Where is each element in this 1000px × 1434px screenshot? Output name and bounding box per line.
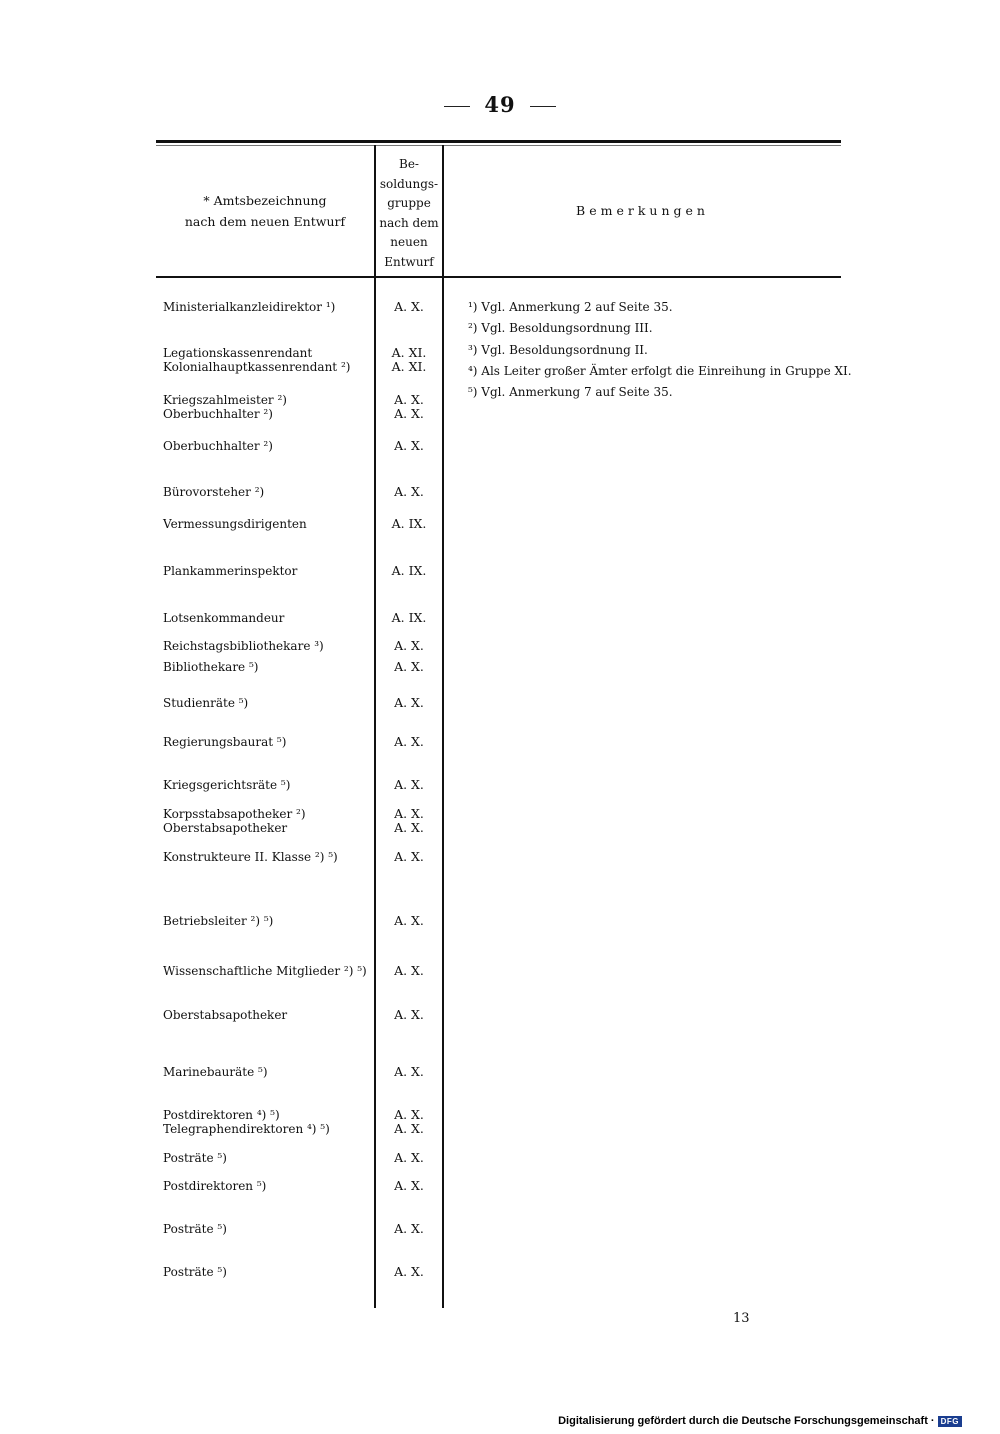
row-group: A. X.	[394, 1221, 424, 1236]
row-group: A. X.	[394, 1107, 424, 1122]
row-group: A. X.	[394, 638, 424, 653]
row-title: Lotsenkommandeur	[163, 611, 285, 625]
header-col2-line: Be-	[399, 157, 419, 171]
row-group: A. X.	[394, 820, 424, 835]
row-title: Konstrukteure II. Klasse ²) ⁵)	[163, 850, 338, 864]
header-col2-line: neuen	[390, 235, 428, 249]
footnote: ⁵) Vgl. Anmerkung 7 auf Seite 35.	[468, 385, 673, 399]
row-title: Ministerialkanzleidirektor ¹)	[163, 300, 336, 314]
dash-right	[530, 106, 556, 107]
row-title: Oberbuchhalter ²)	[163, 407, 273, 421]
footnote: ⁴) Als Leiter großer Ämter erfolgt die Einreihung in Gruppe XI.	[468, 364, 852, 378]
header-col2-line: gruppe	[387, 196, 431, 210]
row-title: Oberstabsapotheker	[163, 821, 288, 835]
row-group: A. XI.	[391, 345, 427, 360]
row-title: Bürovorsteher ²)	[163, 485, 265, 499]
footnote: ²) Vgl. Besoldungsordnung III.	[468, 321, 653, 335]
header-col2-line: soldungs-	[379, 176, 439, 191]
row-group: A. X.	[394, 695, 424, 710]
page-number-value: 49	[484, 92, 516, 117]
row-group: A. X.	[394, 1007, 424, 1022]
header-col1-line: nach dem neuen Entwurf	[184, 214, 346, 229]
row-title: Korpsstabsapotheker ²)	[163, 807, 306, 821]
row-title: Plankammerinspektor	[163, 564, 298, 578]
row-title: Studienräte ⁵)	[163, 696, 249, 710]
row-group: A. X.	[394, 1150, 424, 1165]
row-group: A. X.	[394, 777, 424, 792]
row-title: Postdirektoren ⁴) ⁵)	[163, 1108, 280, 1122]
row-group: A. X.	[394, 1178, 424, 1193]
dfg-logo-icon: DFG	[938, 1416, 962, 1427]
row-title: Kriegszahlmeister ²)	[163, 393, 287, 407]
row-title: Posträte ⁵)	[163, 1151, 227, 1165]
row-group: A. X.	[394, 392, 424, 407]
header-col2-line: Entwurf	[384, 254, 434, 269]
dash-left	[444, 106, 470, 107]
row-title: Posträte ⁵)	[163, 1265, 227, 1279]
row-group: A. IX.	[391, 516, 427, 531]
header-title-column	[160, 190, 370, 232]
page-number	[0, 92, 1000, 117]
row-title: Oberbuchhalter ²)	[163, 439, 273, 453]
header-group-column	[376, 155, 442, 272]
row-title: Marinebauräte ⁵)	[163, 1065, 268, 1079]
header-col1-line: * Amtsbezeichnung	[203, 193, 327, 208]
row-title: Vermessungsdirigenten	[163, 517, 307, 531]
row-group: A. X.	[394, 734, 424, 749]
row-title: Postdirektoren ⁵)	[163, 1179, 267, 1193]
row-group: A. X.	[394, 1264, 424, 1279]
row-title: Betriebsleiter ²) ⁵)	[163, 914, 274, 928]
row-group: A. X.	[394, 299, 424, 314]
sheet-number: 13	[733, 1311, 750, 1326]
row-group: A. X.	[394, 1064, 424, 1079]
row-title: Wissenschaftliche Mitglieder ²) ⁵)	[163, 964, 367, 978]
row-group: A. X.	[394, 1121, 424, 1136]
row-group: A. X.	[394, 484, 424, 499]
row-title: Kolonialhauptkassenrendant ²)	[163, 360, 351, 374]
header-col2-line: nach dem	[379, 215, 439, 230]
row-group: A. XI.	[391, 359, 427, 374]
row-group: A. X.	[394, 406, 424, 421]
row-title: Legationskassenrendant	[163, 346, 313, 360]
top-rule	[156, 140, 841, 143]
header-remarks-column: Bemerkungen	[576, 203, 709, 218]
digitization-credit	[558, 1415, 962, 1427]
row-group: A. IX.	[391, 563, 427, 578]
row-title: Regierungsbaurat ⁵)	[163, 735, 287, 749]
row-group: A. X.	[394, 438, 424, 453]
credit-text: Digitalisierung gefördert durch die Deutsche Forschungsgemeinschaft ·	[558, 1415, 935, 1427]
row-title: Kriegsgerichtsräte ⁵)	[163, 778, 291, 792]
header-rule	[156, 276, 841, 278]
row-title: Oberstabsapotheker	[163, 1008, 288, 1022]
row-title: Telegraphendirektoren ⁴) ⁵)	[163, 1122, 330, 1136]
footnote: ¹) Vgl. Anmerkung 2 auf Seite 35.	[468, 300, 673, 314]
row-title: Bibliothekare ⁵)	[163, 660, 259, 674]
column-divider-2	[442, 145, 444, 1308]
row-group: A. X.	[394, 963, 424, 978]
top-rule-thin	[156, 145, 841, 146]
row-group: A. X.	[394, 659, 424, 674]
row-group: A. IX.	[391, 610, 427, 625]
row-title: Posträte ⁵)	[163, 1222, 227, 1236]
row-title: Reichstagsbibliothekare ³)	[163, 639, 324, 653]
footnote: ³) Vgl. Besoldungsordnung II.	[468, 343, 648, 357]
row-group: A. X.	[394, 849, 424, 864]
row-group: A. X.	[394, 913, 424, 928]
row-group: A. X.	[394, 806, 424, 821]
